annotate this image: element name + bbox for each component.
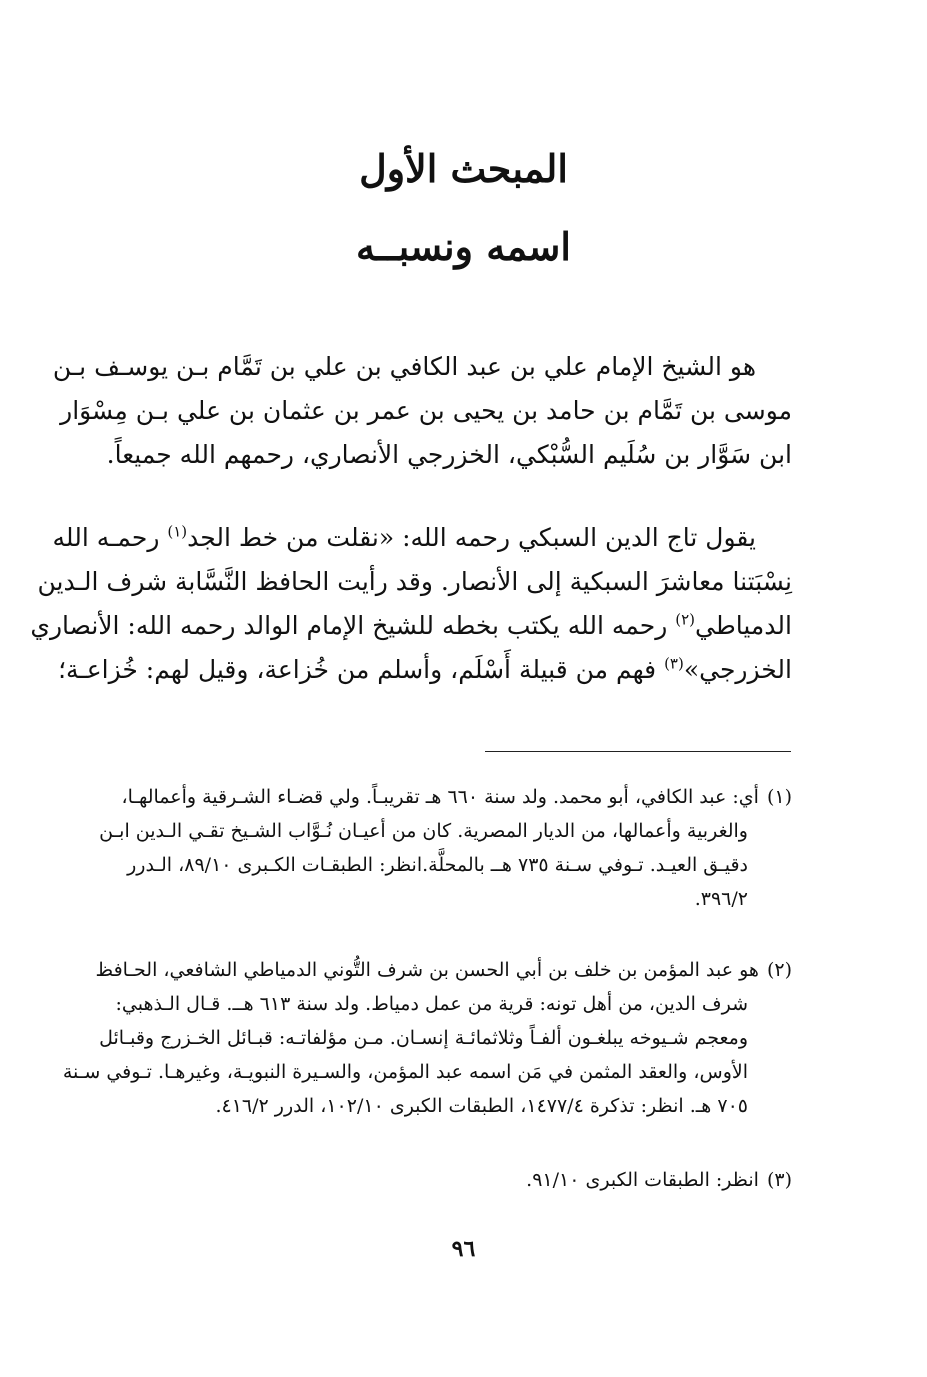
footnote-text: هو عبد المؤمن بن خلف بن أبي الحسن بن شرف التُّوني الدمياطي الشافعي، الحـافظ xyxy=(95,959,759,981)
paragraph-line: ابن سَوَّار بن سُلَيم السُّبْكي، الخزرجي الأنصاري، رحمهم الله جميعاً. xyxy=(106,440,792,469)
footnote-line: ٣٩٦/٢. xyxy=(694,888,748,910)
text-segment: يقول تاج الدين السبكي رحمه الله: «نقلت من خط الجد xyxy=(187,523,756,552)
footnote-number: (١) xyxy=(766,786,792,808)
footnote-3 xyxy=(106,1163,792,1197)
text-segment: الدمياطي xyxy=(695,611,792,640)
footnote-text: أي: عبد الكافي، أبو محمد. ولد سنة ٦٦٠ هـ تقريبـاً. ولي قضـاء الشـرقية وأعمالهـا، xyxy=(121,786,759,808)
footnote-ref-3[interactable]: (٣) xyxy=(664,654,684,673)
footnote-divider xyxy=(485,751,791,752)
text-segment: الخزرجي» xyxy=(683,655,792,684)
footnote-2 xyxy=(62,953,792,1123)
footnote-line: والغربية وأعمالها، من الديار المصرية. كان من أعيـان نُـوَّاب الشـيخ تقـي الـدين ابـن xyxy=(99,820,748,842)
paragraph-line: موسى بن تَمَّام بن حامد بن يحيى بن عمر بن عثمان بن علي بـن مِسْوَار xyxy=(60,396,792,425)
footnote-ref-2[interactable]: (٢) xyxy=(675,610,696,629)
chapter-title: المبحث الأول xyxy=(359,146,568,191)
paragraph-line: نِسْبَتنا معاشرَ السبكية إلى الأنصار. وقد رأيت الحافظ النَّسَّابة شرف الـدين xyxy=(37,567,792,596)
text-segment: رحمـه الله xyxy=(52,523,168,552)
footnote-1 xyxy=(99,780,792,916)
footnote-number: (٢) xyxy=(766,959,792,981)
paragraph-line xyxy=(58,648,792,692)
footnote-ref-1[interactable]: (١) xyxy=(167,522,188,541)
page-number: ٩٦ xyxy=(451,1236,476,1262)
section-title: اسمه ونسبــه xyxy=(356,224,571,269)
footnote-line: شرف الدين، من أهل تونه: قرية من عمل دمياط. ولد سنة ٦١٣ هــ. قـال الـذهبي: xyxy=(115,993,748,1015)
footnote-line: ٧٠٥ هـ. انظر: تذكرة ١٤٧٧/٤، الطبقات الكبرى ١٠٢/١٠، الدرر ٤١٦/٢. xyxy=(215,1095,748,1117)
paragraph-lineage xyxy=(52,345,792,477)
paragraph-quote xyxy=(30,516,792,692)
footnote-line: الأوس، والعقد المثمن في مَن اسمه عبد المؤمن، والسـيرة النبويـة، وغيرهـا. تـوفي سـنة xyxy=(62,1061,748,1083)
footnote-line: دقيـق العيـد. تـوفي سـنة ٧٣٥ هــ بالمحلَّة.انظر: الطبقـات الكـبرى ٨٩/١٠، الـدرر xyxy=(127,854,748,876)
footnote-line xyxy=(106,1163,792,1197)
paragraph-line: هو الشيخ الإمام علي بن عبد الكافي بن علي بن تَمَّام بـن يوسـف بـن xyxy=(52,352,756,381)
footnote-line: ومعجم شـيوخه يبلغـون ألفـاً وثلاثمائـة إنسـان. مـن مؤلفاتـه: قبـائل الخـزرج وقبـائل xyxy=(99,1027,748,1049)
footnote-number: (٣) xyxy=(766,1169,792,1191)
text-segment: فهم من قبيلة أَسْلَم، وأسلم من خُزاعة، وقيل لهم: خُزاعـة؛ xyxy=(58,655,665,684)
footnote-line xyxy=(106,780,792,814)
paragraph-line xyxy=(30,604,792,648)
text-segment: رحمه الله يكتب بخطه للشيخ الإمام الوالد رحمه الله: الأنصاري xyxy=(30,611,676,640)
footnote-line xyxy=(95,953,792,987)
paragraph-line xyxy=(52,516,792,560)
footnote-text: انظر: الطبقات الكبرى ٩١/١٠. xyxy=(526,1169,759,1191)
